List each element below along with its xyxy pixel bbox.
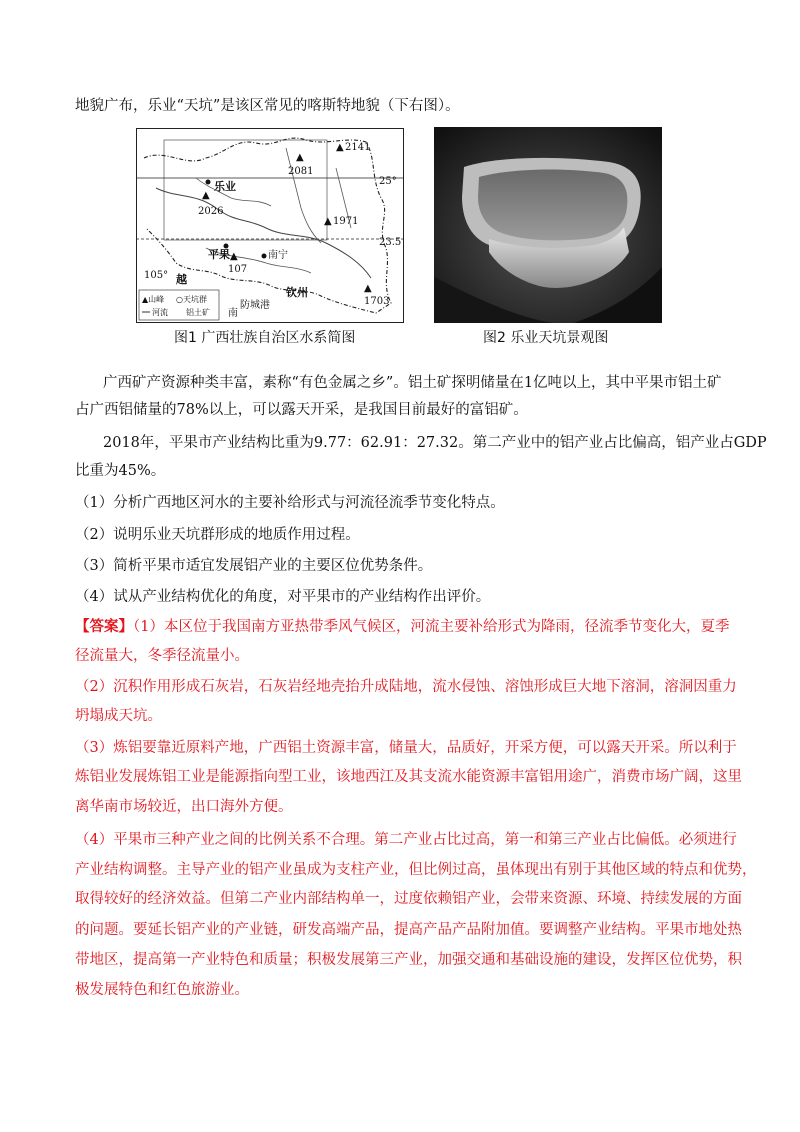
- nanning-dot: [262, 254, 267, 259]
- question-1: （1）分析广西地区河水的主要补给形式与河流径流季节变化特点。: [75, 495, 505, 511]
- elev-2141: 2141: [345, 142, 371, 153]
- answer-line: 径流量大，冬季径流量小。: [75, 648, 249, 664]
- mountain-icon: ▲: [296, 152, 304, 163]
- answer-line: （3）炼铝要靠近原料产地，广西铝土资源丰富，储量大，品质好，开采方便，可以露天开采。所以利于: [75, 740, 737, 756]
- answer-line: 的问题。要延长铝产业的产业链，研发高端产品，提高产品产品附加值。要调整产业结构。平果市地处热: [75, 922, 742, 938]
- para1-line1: 广西矿产资源种类丰富，素称“有色金属之乡”。铝土矿探明储量在1亿吨以上，其中平果市铝土矿: [103, 375, 722, 391]
- intro-line: 地貌广布，乐业“天坑”是该区常见的喀斯特地貌（下右图）。: [75, 98, 460, 114]
- elev-2026: 2026: [198, 206, 224, 217]
- answer-line: 极发展特色和红色旅游业。: [75, 982, 249, 998]
- question-3: （3）简析平果市适宜发展铝产业的主要区位优势条件。: [75, 558, 433, 574]
- para2-line2: 比重为45%。: [75, 463, 166, 479]
- answer-first-line: [75, 617, 729, 637]
- leye-tiankeng-photo: [434, 127, 662, 323]
- answer-line: 取得较好的经济效益。但第二产业内部结构单一，过度依赖铝产业，会带来资源、环境、持续发展的方面: [75, 891, 742, 907]
- mountain-icon: ▲: [202, 190, 210, 201]
- para1-line2: 占广西铝储量的78%以上，可以露天开采，是我国目前最好的富铝矿。: [75, 402, 528, 418]
- label-nan: 南: [228, 308, 238, 319]
- answer-line: 炼铝业发展炼铝工业是能源指向型工业，该地西江及其支流水能资源丰富铝用途广，消费市场广阔，这里: [75, 769, 742, 785]
- sky-opening: [478, 170, 627, 241]
- label-fangcheng: 防城港: [240, 300, 270, 311]
- elev-107: 107: [228, 264, 248, 275]
- answer-line: （4）平果市三种产业之间的比例关系不合理。第二产业占比过高，第一和第三产业占比偏低。必须进行: [75, 832, 737, 848]
- elev-1703: 1703: [364, 296, 390, 307]
- label-yue: 越: [176, 273, 187, 286]
- answer-line: 坍塌成天坑。: [75, 708, 162, 724]
- mountain-icon: ▲: [364, 283, 372, 294]
- label-lat25: 25°: [379, 176, 397, 187]
- question-4: （4）试从产业结构优化的角度，对平果市的产业结构作出评价。: [75, 589, 491, 605]
- legend-river: 河流: [152, 308, 168, 317]
- mountain-icon: ▲: [324, 216, 332, 227]
- mountain-icon: ▲: [230, 251, 238, 262]
- answer-line: （1）本区位于我国南方亚热带季风气候区，河流主要补给形式为降雨，径流季节变化大，夏季: [133, 619, 730, 635]
- leye-dot: [206, 180, 211, 185]
- elev-2081: 2081: [288, 166, 314, 177]
- figure1-caption: 图1 广西壮族自治区水系简图: [174, 330, 356, 346]
- label-leye: 乐业: [214, 180, 236, 193]
- legend-mountain: ▲山峰: [142, 295, 165, 304]
- label-lon105: 105°: [144, 270, 169, 281]
- label-nanning: 南宁: [268, 250, 288, 261]
- question-2: （2）说明乐业天坑群形成的地质作用过程。: [75, 527, 360, 543]
- elev-1971: 1971: [333, 216, 359, 227]
- answer-line: （2）沉积作用形成石灰岩，石灰岩经地壳抬升成陆地，流水侵蚀、溶蚀形成巨大地下溶洞，溶洞因重力: [75, 679, 737, 695]
- answer-line: 带地区，提高第一产业特色和质量；积极发展第三产业，加强交通和基础设施的建设，发挥区位优势，积: [75, 952, 742, 968]
- legend-bauxite: 铝土矿: [186, 308, 210, 317]
- label-pingguo: 平果: [208, 248, 230, 261]
- answer-line: 离华南市场较近，出口海外方便。: [75, 799, 293, 815]
- answer-line: 产业结构调整。主导产业的铝产业虽成为支柱产业，但比例过高，虽体现出有别于其他区域的特点和优势，: [75, 862, 757, 878]
- legend-tiankeng: ○天坑群: [176, 295, 207, 304]
- para2-line1: 2018年，平果市产业结构比重为9.77：62.91：27.32。第二产业中的铝产业占比偏高，铝产业占GDP: [103, 435, 767, 451]
- mountain-icon: ▲: [336, 142, 344, 153]
- answer-tag: 【答案】: [75, 618, 133, 635]
- label-qinzhou: 钦州: [286, 286, 308, 299]
- label-lat235: 23.5: [379, 237, 402, 248]
- guangxi-river-map: [136, 128, 404, 323]
- figure2-caption: 图2 乐业天坑景观图: [483, 330, 609, 346]
